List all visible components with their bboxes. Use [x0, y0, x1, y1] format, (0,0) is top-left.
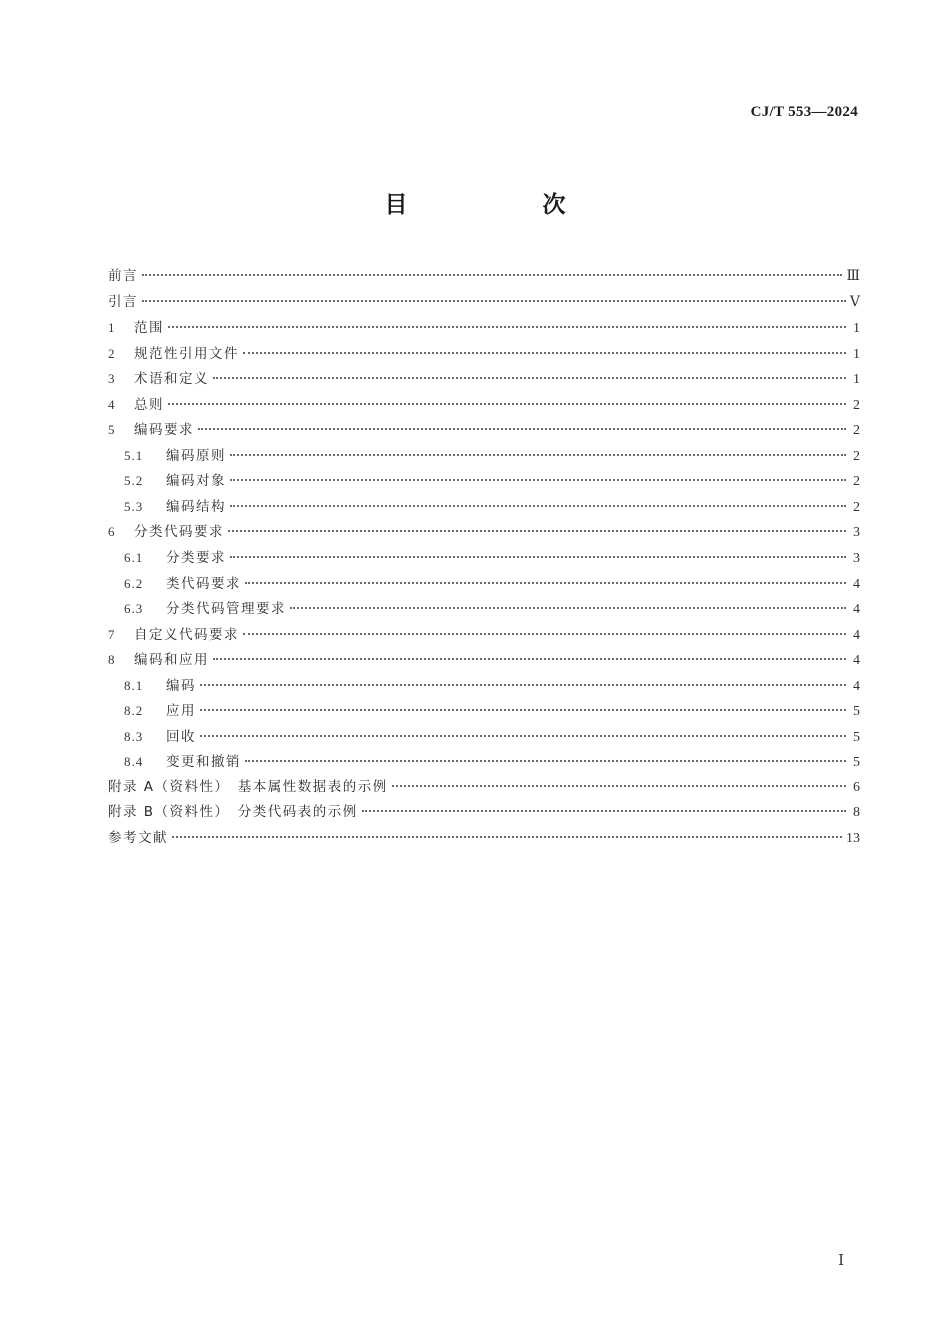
toc-entry[interactable] — [108, 673, 860, 699]
toc-leader-dots — [200, 709, 846, 711]
toc-entry[interactable] — [108, 392, 860, 418]
toc-entry-title: 规范性引用文件 — [134, 345, 239, 362]
toc-entry-page: 6 — [853, 779, 860, 795]
toc-entry-title: 编码结构 — [166, 498, 226, 515]
toc-entry-label — [108, 290, 138, 316]
toc-entry-label — [108, 341, 239, 368]
toc-entry-number: 4 — [108, 396, 115, 412]
toc-entry-page: 2 — [853, 448, 860, 464]
toc-entry-number: 8.1 — [124, 677, 144, 693]
toc-leader-dots — [245, 760, 846, 762]
toc-entry-label — [108, 443, 226, 470]
toc-entry-title: 编码和应用 — [134, 652, 209, 669]
toc-entry-label — [108, 749, 241, 776]
toc-entry[interactable] — [108, 775, 860, 801]
toc-entry-page: 1 — [853, 372, 860, 388]
toc-leader-dots — [200, 735, 846, 737]
toc-entry-label — [108, 519, 224, 546]
toc-entry-label — [108, 468, 226, 495]
toc-entry-number: 3 — [108, 371, 115, 387]
toc-leader-dots — [142, 274, 842, 276]
toc-entry-page: 3 — [853, 525, 860, 541]
toc-entry[interactable] — [108, 519, 860, 545]
toc-leader-dots — [168, 326, 846, 328]
toc-entry-title: 自定义代码要求 — [134, 626, 239, 643]
toc-entry-number: 5 — [108, 422, 115, 438]
toc-entry[interactable] — [108, 341, 860, 367]
toc-entry[interactable] — [108, 417, 860, 443]
toc-entry[interactable] — [108, 749, 860, 775]
toc-entry[interactable] — [108, 545, 860, 571]
toc-entry-title: 参考文献 — [108, 830, 168, 847]
toc-leader-dots — [245, 582, 846, 584]
toc-entry-label — [108, 775, 388, 801]
toc-leader-dots — [228, 530, 846, 532]
toc-entry[interactable] — [108, 622, 860, 648]
toc-entry-title: 分类代码要求 — [134, 524, 224, 541]
toc-entry-page: 2 — [853, 423, 860, 439]
toc-entry[interactable] — [108, 724, 860, 750]
toc-leader-dots — [213, 377, 846, 379]
toc-leader-dots — [230, 556, 846, 558]
toc-entry[interactable] — [108, 366, 860, 392]
toc-leader-dots — [230, 479, 846, 481]
toc-entry-number: 8.4 — [124, 754, 144, 770]
toc-leader-dots — [243, 633, 846, 635]
toc-entry-number: 5.1 — [124, 447, 144, 463]
toc-entry-label — [108, 545, 226, 572]
toc-entry-label — [108, 724, 196, 751]
toc-entry-title: 总则 — [134, 396, 164, 413]
toc-entry-label — [108, 826, 168, 852]
toc-entry-title: 编码对象 — [166, 473, 226, 490]
toc-entry[interactable] — [108, 264, 860, 290]
toc-entry-title: 分类要求 — [166, 550, 226, 567]
toc-entry[interactable] — [108, 647, 860, 673]
toc-leader-dots — [392, 785, 846, 787]
toc-entry-page: 4 — [853, 602, 860, 618]
toc-entry-title: 附录 B（资料性） 分类代码表的示例 — [108, 804, 358, 821]
toc-entry[interactable] — [108, 826, 860, 852]
toc-entry-page: 2 — [853, 499, 860, 515]
toc-entry-page: Ⅲ — [846, 269, 860, 284]
toc-entry[interactable] — [108, 698, 860, 724]
toc-entry-title: 编码原则 — [166, 447, 226, 464]
toc-entry-number: 1 — [108, 320, 115, 336]
toc-entry[interactable] — [108, 290, 860, 316]
toc-entry-label — [108, 494, 226, 521]
toc-entry-title: 分类代码管理要求 — [166, 601, 286, 618]
toc-entry-page: 1 — [853, 346, 860, 362]
toc-entry-number: 6.1 — [124, 550, 144, 566]
standard-code: CJ/T 553—2024 — [750, 104, 858, 120]
page-number: Ⅰ — [838, 1253, 844, 1269]
toc-leader-dots — [290, 607, 846, 609]
toc-leader-dots — [230, 505, 846, 507]
toc-entry-page: 2 — [853, 397, 860, 413]
toc-leader-dots — [142, 300, 846, 302]
toc-entry-page: Ⅴ — [849, 294, 860, 310]
toc-leader-dots — [172, 836, 842, 838]
toc-entry-title: 前言 — [108, 268, 138, 284]
toc-entry-title: 类代码要求 — [166, 575, 241, 592]
toc-entry-page: 5 — [853, 704, 860, 720]
toc-entry-title: 引言 — [108, 293, 138, 310]
toc-entry-title: 回收 — [166, 728, 196, 745]
toc-entry-number: 8.3 — [124, 728, 144, 744]
toc-entry[interactable] — [108, 315, 860, 341]
toc-entry-number: 8 — [108, 652, 115, 668]
toc-entry-page: 4 — [853, 627, 860, 643]
toc-entry[interactable] — [108, 443, 860, 469]
toc-leader-dots — [200, 684, 846, 686]
toc-entry-label — [108, 315, 164, 342]
toc-entry-number: 5.3 — [124, 498, 144, 514]
toc-entry-label — [108, 417, 194, 444]
toc-entry[interactable] — [108, 468, 860, 494]
toc-entry-page: 5 — [853, 755, 860, 771]
toc-entry-page: 8 — [853, 805, 860, 821]
toc-entry-title: 变更和撤销 — [166, 754, 241, 771]
toc-entry-page: 4 — [853, 653, 860, 669]
toc-leader-dots — [198, 428, 846, 430]
toc-entry-number: 6 — [108, 524, 115, 540]
toc-entry-label — [108, 800, 358, 826]
page-title: 目 次 — [384, 192, 622, 218]
toc-entry[interactable] — [108, 800, 860, 826]
toc-entry-page: 5 — [853, 729, 860, 745]
toc-entry-title: 范围 — [134, 320, 164, 337]
toc-entry[interactable] — [108, 571, 860, 597]
toc-entry-title: 编码 — [166, 677, 196, 694]
toc-entry-number: 8.2 — [124, 703, 144, 719]
toc-entry-page: 4 — [853, 576, 860, 592]
toc-entry-page: 4 — [853, 678, 860, 694]
table-of-contents — [108, 264, 860, 852]
toc-entry-page: 3 — [853, 551, 860, 567]
toc-entry-label — [108, 622, 239, 649]
toc-entry-label — [108, 647, 209, 674]
toc-entry-title: 应用 — [166, 703, 196, 720]
toc-entry-label — [108, 571, 241, 598]
toc-leader-dots — [362, 810, 846, 812]
toc-entry-number: 6.2 — [124, 575, 144, 591]
toc-leader-dots — [230, 454, 846, 456]
toc-entry-label — [108, 698, 196, 725]
toc-entry-label — [108, 673, 196, 700]
toc-entry-number: 7 — [108, 626, 115, 642]
toc-entry-label — [108, 596, 286, 623]
toc-entry-label — [108, 264, 138, 290]
toc-entry-label — [108, 392, 164, 419]
toc-leader-dots — [213, 658, 846, 660]
toc-leader-dots — [243, 352, 846, 354]
toc-entry-title: 术语和定义 — [134, 371, 209, 388]
toc-entry-page: 2 — [853, 474, 860, 490]
toc-leader-dots — [168, 403, 846, 405]
toc-entry[interactable] — [108, 494, 860, 520]
toc-entry-page: 13 — [846, 831, 860, 847]
toc-entry[interactable] — [108, 596, 860, 622]
toc-entry-title: 编码要求 — [134, 422, 194, 439]
toc-entry-title: 附录 A（资料性） 基本属性数据表的示例 — [108, 778, 388, 795]
toc-entry-page: 1 — [853, 321, 860, 337]
toc-entry-number: 6.3 — [124, 601, 144, 617]
toc-entry-number: 5.2 — [124, 473, 144, 489]
toc-entry-label — [108, 366, 209, 393]
toc-entry-number: 2 — [108, 345, 115, 361]
